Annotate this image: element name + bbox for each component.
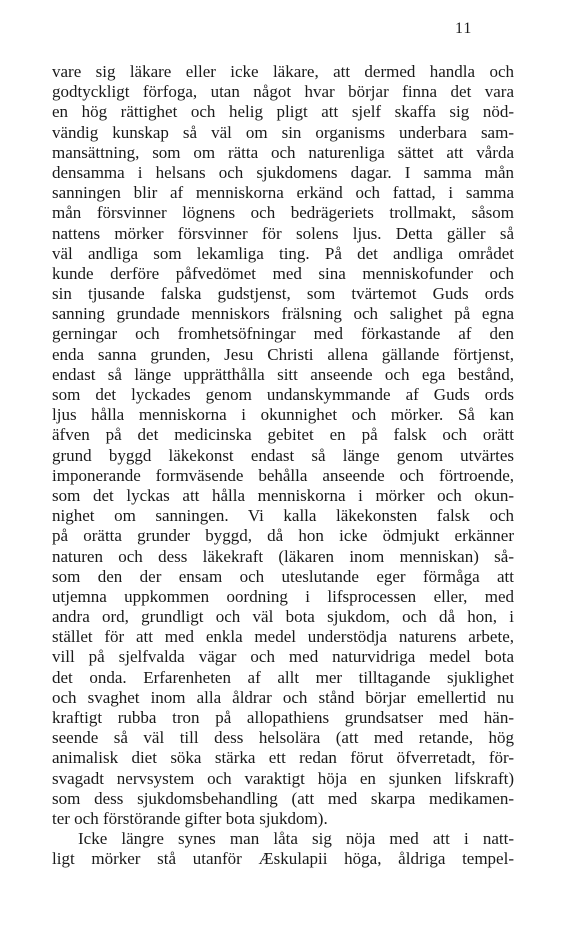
text-line: mansättning, som om rätta och naturenliga sättet att vårda xyxy=(52,142,514,162)
text-line: mån försvinner lögnens och bedrägeriets trollmakt, såsom xyxy=(52,203,514,223)
text-line: seende så väl till dess helsolära (att med retande, hög xyxy=(52,728,514,748)
text-line: äfven på det medicinska gebitet en på falsk och orätt xyxy=(52,425,514,445)
text-line: utjemna uppkommen oordning i lifsprocessen eller, med xyxy=(52,586,514,606)
text-line: godtyckligt förfoga, utan något hvar börjar finna det vara xyxy=(52,82,514,102)
text-line: vare sig läkare eller icke läkare, att dermed handla och xyxy=(52,62,514,81)
text-line: det onda. Erfarenheten af allt mer tilltagande sjuklighet xyxy=(52,667,514,687)
text-line: enda sanna grunden, Jesu Christi allena gällande förtjenst, xyxy=(52,344,514,364)
text-line: och svaghet inom alla åldrar och stånd börjar emellertid nu xyxy=(52,687,514,707)
text-line: ljus hålla menniskorna i okunnighet och mörker. Så kan xyxy=(52,405,514,425)
text-line: sanningen blir af menniskorna erkänd och fattad, i samma xyxy=(52,183,514,203)
body-text xyxy=(52,62,514,870)
paragraph-2 xyxy=(52,829,514,869)
text-line: Icke längre synes man låta sig nöja med att i natt- xyxy=(78,829,514,849)
text-line: stället för att med enkla medel understödja naturens arbete, xyxy=(52,627,514,647)
text-line: kunde derföre påfvedömet med sina menniskofunder och xyxy=(52,263,514,283)
text-line: ligt mörker stå utanför Æskulapii höga, åldriga tempel- xyxy=(52,849,514,869)
text-line: nattens mörker försvinner för solens ljus. Detta gäller så xyxy=(52,223,514,243)
text-line: gerningar och fromhetsöfningar med förkastande af den xyxy=(52,324,514,344)
text-line: andra ord, grundligt och väl bota sjukdom, och då hon, i xyxy=(52,607,514,627)
text-line: sin tjusande falska gudstjenst, som tvärtemot Guds ords xyxy=(52,284,514,304)
text-line: svagadt nervsystem och varaktigt höja en sjunken lifskraft) xyxy=(52,768,514,788)
text-line: en hög rättighet och helig pligt att sjelf skaffa sig nöd- xyxy=(52,102,514,122)
text-line: på orätta grunder byggd, då hon icke ödmjukt erkänner xyxy=(52,526,514,546)
text-line: väl andliga som lekamliga ting. På det andliga området xyxy=(52,243,514,263)
text-line: naturen och dess läkekraft (läkaren inom menniskan) så- xyxy=(52,546,514,566)
text-line: sanning grundade menniskors frälsning och salighet på egna xyxy=(52,304,514,324)
text-line: densamma i helsans och sjukdomens dagar. I samma mån xyxy=(52,162,514,182)
text-line: som det lyckades genom undanskymmande af Guds ords xyxy=(52,385,514,404)
text-line: som dess sjukdomsbehandling (att med skarpa medikamen- xyxy=(52,788,514,808)
text-line: animalisk diet söka stärka ett redan förut öfverretadt, för- xyxy=(52,748,514,768)
text-line: vändig kunskap så väl om sin organisms underbara sam- xyxy=(52,122,514,142)
text-line: som det lyckas att hålla menniskorna i mörker och okun- xyxy=(52,485,514,505)
text-line: som den der ensam och uteslutande eger förmåga att xyxy=(52,566,514,586)
paragraph-1 xyxy=(52,62,514,829)
text-line: endast så länge upprätthålla sitt anseende och ega bestånd, xyxy=(52,364,514,384)
page-number: 11 xyxy=(455,20,473,37)
text-line: ter och förstörande gifter bota sjukdom). xyxy=(52,808,328,828)
text-line: imponerande formväsende behålla anseende och förtroende, xyxy=(52,465,514,485)
text-line: kraftigt rubba tron på allopathiens grundsatser med hän- xyxy=(52,708,514,727)
text-line: vill på sjelfvalda vägar och med naturvidriga medel bota xyxy=(52,647,514,667)
text-line: nighet om sanningen. Vi kalla läkekonsten falsk och xyxy=(52,506,514,526)
text-line: grund byggd läkekonst endast så länge genom utvärtes xyxy=(52,445,514,465)
